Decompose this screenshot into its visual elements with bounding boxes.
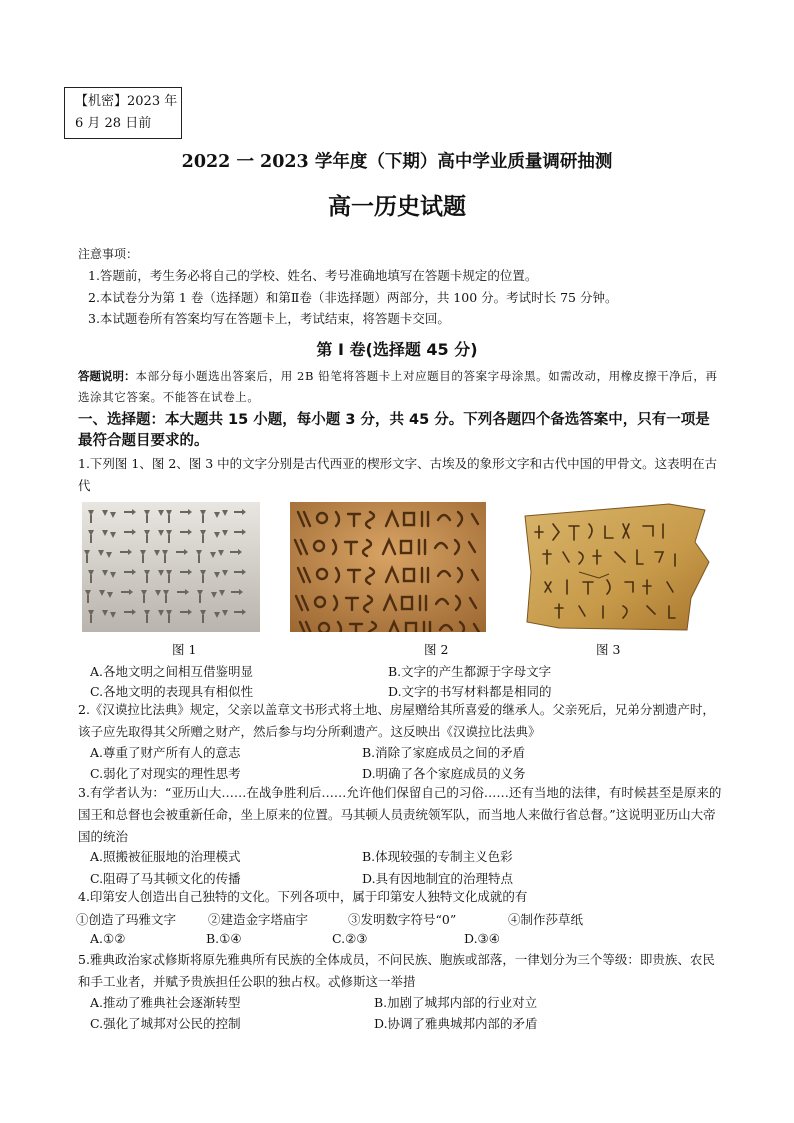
question-2-option-d: D.明确了各个家庭成员的义务 [362, 766, 526, 781]
notice-item-2: 2.本试卷分为第 1 卷（选择题）和第Ⅱ卷（非选择题）两部分，共 100 分。考试时长 75 分钟。 [88, 290, 618, 305]
exam-title: 2022 一 2023 学年度（下期）高中学业质量调研抽测 [181, 152, 613, 172]
question-2-option-b: B.消除了家庭成员之间的矛盾 [362, 745, 526, 760]
question-2-option-c: C.弱化了对现实的理性思考 [90, 766, 241, 781]
figure-1-cuneiform-image [82, 502, 260, 632]
question-4-item-4: ④制作莎草纸 [508, 912, 584, 927]
figure-2-caption: 图 2 [424, 642, 449, 657]
answer-instruction [78, 366, 718, 408]
confidential-box [64, 87, 182, 139]
question-5-option-c: C.强化了城邦对公民的控制 [90, 1016, 241, 1031]
question-1-option-d: D.文字的书写材料都是相同的 [388, 684, 552, 699]
notice-heading: 注意事项： [78, 247, 139, 261]
question-1-stem: 1.下列图 1、图 2、图 3 中的文字分别是古代西亚的楔形文字、古埃及的象形文字和古代中国的甲骨文。这表明在古代 [78, 456, 718, 493]
section-1-heading: 一、选择题：本大题共 15 小题，每小题 3 分，共 45 分。下列各题四个备选答案中，只有一项是最符合题目要求的。 [78, 412, 710, 449]
exam-subtitle: 高一历史试题 [328, 194, 466, 220]
question-3-option-a: A.照搬被征服地的治理模式 [90, 849, 241, 864]
question-4-option-d: D.③④ [464, 931, 500, 946]
question-5-option-b: B.加剧了城邦内部的行业对立 [374, 995, 538, 1010]
question-3-option-c: C.阻碍了马其顿文化的传播 [90, 871, 241, 886]
question-4-item-3: ③发明数字符号“0” [348, 912, 457, 927]
confidential-line-1: 【机密】2023 年 [75, 94, 178, 109]
figure-1-caption: 图 1 [172, 642, 197, 657]
question-5-option-d: D.协调了雅典城邦内部的矛盾 [374, 1016, 538, 1031]
question-4-item-1: ①创造了玛雅文字 [76, 912, 177, 927]
question-2-option-a: A.尊重了财产所有人的意志 [90, 745, 241, 760]
question-3-option-b: B.体现较强的专制主义色彩 [362, 849, 513, 864]
question-1-option-c: C.各地文明的表现具有相似性 [90, 684, 254, 699]
notice-item-3: 3.本试题卷所有答案均写在答题卡上，考试结束，将答题卡交回。 [88, 311, 450, 326]
question-3-option-d: D.具有因地制宜的治理特点 [362, 871, 514, 886]
part-1-title: 第 Ⅰ 卷(选择题 45 分) [316, 340, 478, 359]
question-4-option-b: B.①④ [206, 931, 242, 946]
question-1-option-a: A.各地文明之间相互借鉴明显 [90, 664, 254, 679]
figure-3-caption: 图 3 [596, 642, 621, 657]
instruction-text: 本部分每小题选出答案后，用 2B 铅笔将答题卡上对应题目的答案字母涂黑。如需改动，用橡皮擦干净后，再选涂其它答案。不能答在试卷上。 [78, 369, 718, 404]
question-1-option-b: B.文字的产生都源于字母文字 [388, 664, 552, 679]
question-4-option-a: A.①② [90, 931, 126, 946]
question-5-stem: 5.雅典政治家忒修斯将原先雅典所有民族的全体成员，不问民族、胞族或部落，一律划分为三个等级：即贵族、农民和手工业者，并赋予贵族担任公职的独占权。忒修斯这一举措 [78, 952, 715, 989]
notice-item-1: 1.答题前，考生务必将自己的学校、姓名、考号准确地填写在答题卡规定的位置。 [88, 268, 538, 283]
question-4-option-c: C.②③ [332, 931, 368, 946]
question-5-option-a: A.推动了雅典社会逐渐转型 [90, 995, 241, 1010]
figure-2-hieroglyph-image [290, 502, 486, 632]
figure-3-oracle-bone-image [519, 502, 713, 632]
confidential-line-2: 6 月 28 日前 [75, 116, 152, 131]
question-4-item-2: ②建造金字塔庙宇 [208, 912, 309, 927]
question-2-stem: 2.《汉谟拉比法典》规定，父亲以盖章文书形式将土地、房屋赠给其所喜爱的继承人。父亲死后，兄弟分割遗产时，该子应先取得其父所赠之财产，然后参与均分所剩遗产。这反映出《汉谟拉比法典》 [78, 702, 715, 739]
question-3-stem: 3.有学者认为：“亚历山大……在战争胜利后……允许他们保留自己的习俗……还有当地的法律，有时候甚至是原来的国王和总督也会被重新任命，坐上原来的位置。马其顿人员责统领军队，而当地人来做行省总督。”这说明亚历山大帝国的统治 [78, 785, 722, 844]
instruction-label: 答题说明： [78, 369, 136, 383]
question-4-stem: 4.印第安人创造出自己独特的文化。下列各项中，属于印第安人独特文化成就的有 [78, 889, 528, 904]
